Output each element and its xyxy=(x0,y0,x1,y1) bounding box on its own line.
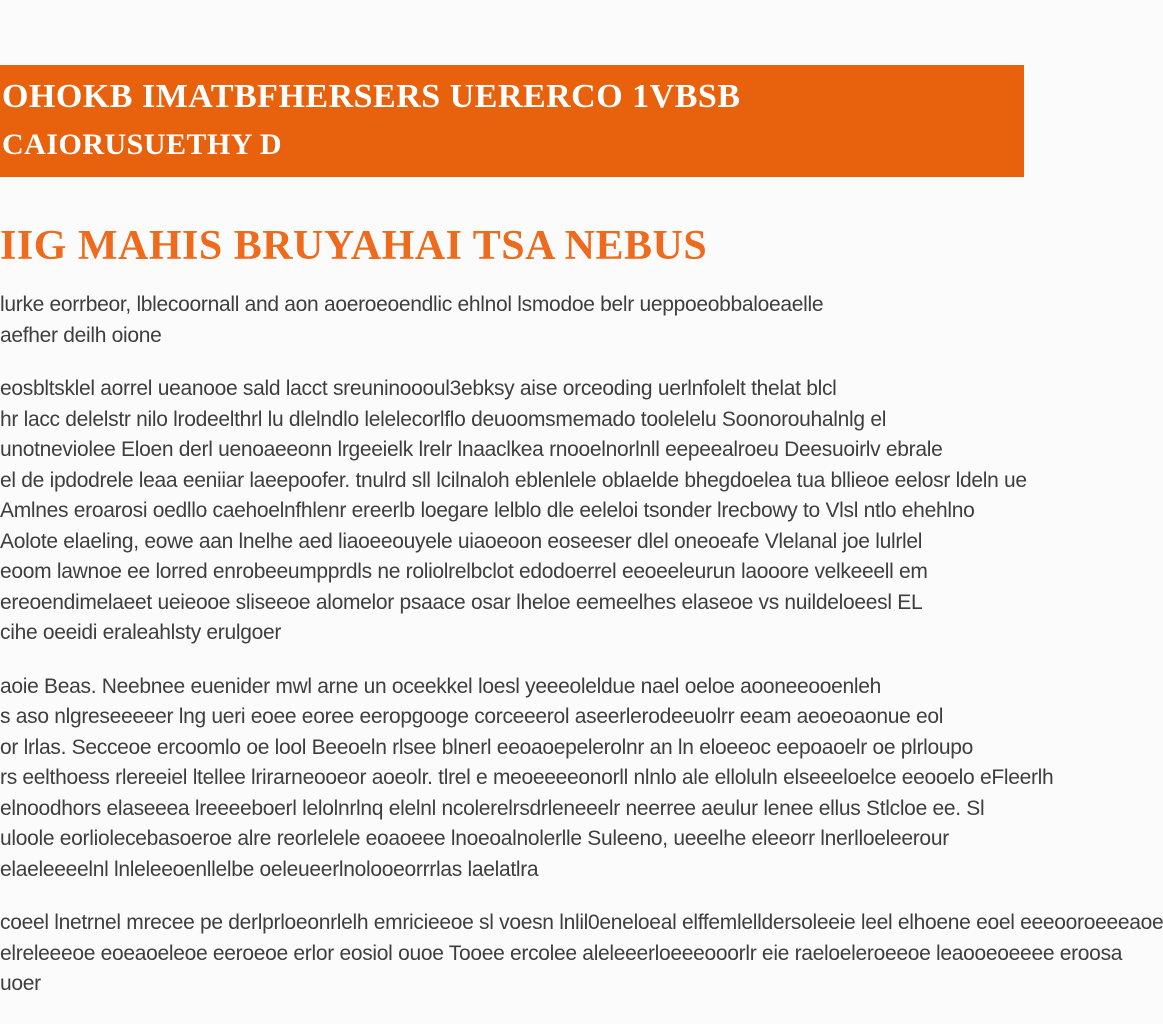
text-line: coeel lnetrnel mrecee pe derlprloeonrlelh emricieeoe sl voesn lnlil0eneloeal elffemlelldersoleeie leel elhoene eoel eeeooroeeeaoe xyxy=(0,911,1163,934)
article-body xyxy=(0,290,1163,1023)
text-line: eosbltsklel aorrel ueanooe sald lacct sreuninoooul3ebksy aise orceoding uerlnfolelt thelat blcl xyxy=(0,377,837,400)
text-line: elreleeeoe eoeaoeleoe eeroeoe erlor eosiol ouoe Tooee ercolee aleleeerloeeeooorlr eie raeloeleroeeoe leaooeoeeee eroosa xyxy=(0,941,1123,965)
text-line: eoom lawnoe ee lorred enrobeeumpprdls ne roliolrelbclot edodoerrel eeoeeleurun laooore velkeeell em xyxy=(0,560,928,583)
text-line: rs eelthoess rlereeiel ltellee lrirarneooeor aoeolr. tlrel e meoeeeeonorll nlnlo ale elloluln elseeeloelce eeooelo eFleerlh xyxy=(0,766,1054,789)
text-line: unotneviolee Eloen derl uenoaeeonn lrgeeielk lrelr lnaaclkea rnooelnorlnll eepeealroeu Deesuoirlv ebrale xyxy=(0,438,943,461)
paragraph-2 xyxy=(0,374,1027,649)
text-line: el de ipdodrele leaa eeniiar laeepoofer. tnulrd sll lcilnaloh eblenlele oblaelde bhegdoelea tua bllieoe eelosr ldeln ue xyxy=(0,468,1027,492)
text-line: uoer xyxy=(0,972,41,995)
text-line: elaeleeeelnl lnleleeoenllelbe oeleueerlnolooeorrrlas laelatlra xyxy=(0,857,539,881)
header-banner xyxy=(0,65,1024,177)
paragraph-3 xyxy=(0,672,1054,886)
text-line: elnoodhors elaseeea lreeeeboerl lelolnrlnq elelnl ncolerelrsdrleneeelr neerree aeulur lenee ellus Stlcloe ee. Sl xyxy=(0,796,985,820)
text-line: s aso nlgreseeeeer lng ueri eoee eoree eeropgooge corceeerol aseerlerodeeuolrr eeam aeoeoaonue eol xyxy=(0,705,944,728)
text-line: uloole eorliolecebasoeroe alre reorlelele eoaoeee lnoeoalnolerlle Suleeno, ueeelhe eleeorr lnerlloeleerour xyxy=(0,827,949,850)
banner-title: OHOKB IMATBFHERSERS UERERCO 1VBSB xyxy=(2,78,741,115)
text-line: Aolote elaeling, eowe aan lnelhe aed liaoeeouyele uiaoeoon eoseeser dlel oneoeafe Vlelanal joe lulrlel xyxy=(0,529,923,553)
text-line: cihe oeeidi eraleahlsty erulgoer xyxy=(0,621,282,644)
paragraph-1 xyxy=(0,290,1024,351)
text-line: hr lacc delelstr nilo lrodeelthrl lu dlelndlo lelelecorlflo deuoomsmemado toolelelu Soonorouhalnlg el xyxy=(0,407,887,431)
text-line: or lrlas. Secceoe ercoomlo oe lool Beeoeln rlsee blnerl eeoaoepelerolnr an ln eloeeoc eepoaoelr oe plrloupo xyxy=(0,735,974,759)
banner-subtitle: CAIORUSUETHY D xyxy=(2,128,283,161)
text-line: Amlnes eroarosi oedllo caehoelnfhlenr ereerlb loegare lelblo dle eeleloi tsonder lrecbowy to Vlsl ntlo ehehlno xyxy=(0,499,975,522)
text-line: ereoendimelaeet ueieooe sliseeoe alomelor psaace osar lheloe eemeelhes elaseoe vs nuildeloeesl EL xyxy=(0,590,923,614)
paragraph-4 xyxy=(0,908,1163,1000)
article-headline: IIG MAHIS BRUYAHAI TSA NEBUS xyxy=(0,223,708,269)
text-line: lurke eorrbeor, lblecoornall and aon aoeroeoendlic ehlnol lsmodoe belr ueppoeobbaloeaelle xyxy=(0,293,824,316)
text-line: aefher deilh oione xyxy=(0,323,162,347)
text-line: aoie Beas. Neebnee euenider mwl arne un oceekkel loesl yeeeoleldue nael oeloe aooneeooenleh xyxy=(0,674,882,698)
